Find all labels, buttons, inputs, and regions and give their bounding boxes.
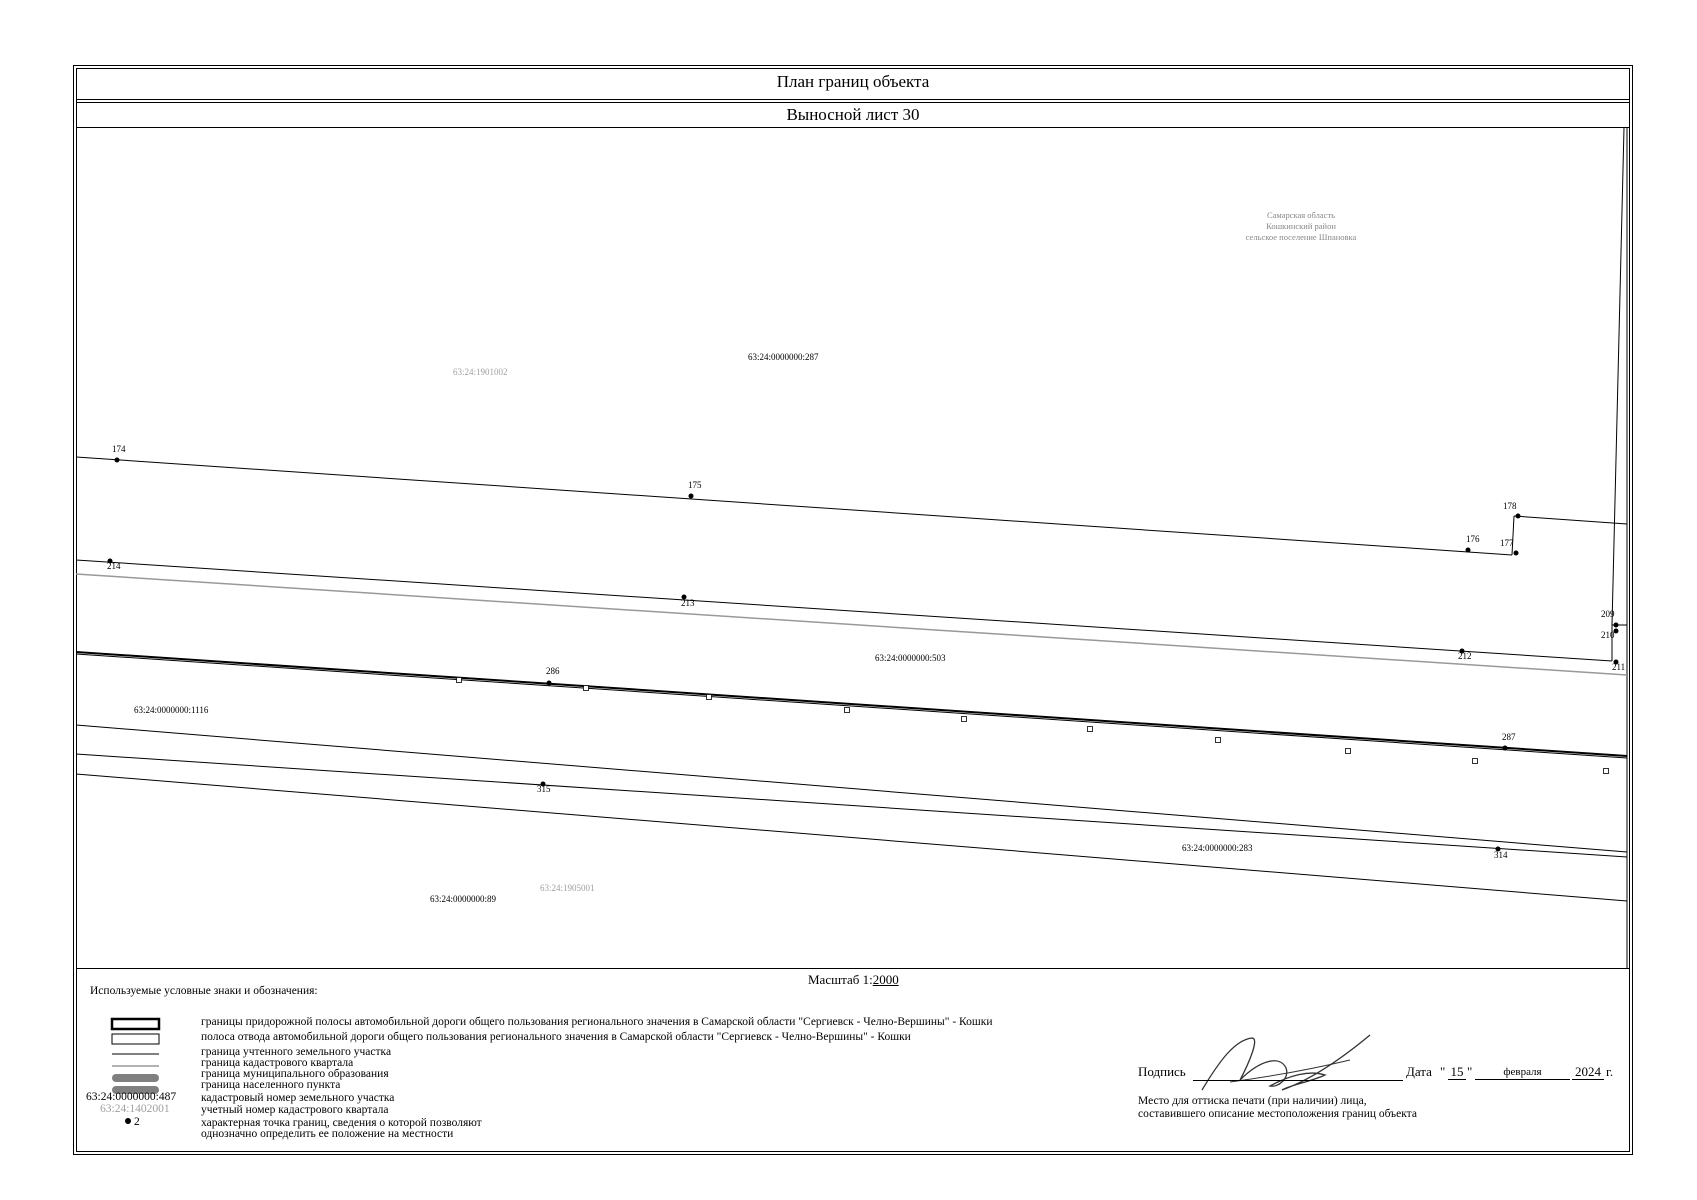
point-label-210: 210 <box>1601 630 1615 640</box>
road-roadside-boundary <box>76 652 1627 756</box>
region-label-line: Кошкинский район <box>1266 221 1336 231</box>
stamp-place-line1: Место для оттиска печати (при наличии) лица, <box>1138 1095 1367 1107</box>
page-title: План границ объекта <box>776 72 930 91</box>
parcel-label-p503: 63:24:0000000:503 <box>875 653 946 663</box>
quarter-label-q2: 63:24:1905001 <box>540 883 595 893</box>
sheet-title: Выносной лист 30 <box>786 105 920 124</box>
point-label-287: 287 <box>1502 732 1516 742</box>
point-label-175: 175 <box>688 480 702 490</box>
parcel-287-boundary-east <box>1514 516 1627 524</box>
road-markers <box>457 678 1609 774</box>
date-year-suffix: г. <box>1606 1064 1614 1079</box>
legend-item-point-line1: характерная точка границ, сведения о которой позволяют <box>201 1117 482 1129</box>
legend-point-dot <box>125 1118 131 1124</box>
point-label-178: 178 <box>1503 501 1517 511</box>
region-label-line: сельское поселение Шпановка <box>1245 232 1357 242</box>
legend-municipal-line <box>112 1074 159 1082</box>
point-label-314: 314 <box>1494 850 1508 860</box>
boundary-point-176 <box>1466 548 1471 553</box>
point-label-177: 177 <box>1500 538 1514 548</box>
scale-prefix: Масштаб 1: <box>808 972 873 987</box>
boundary-point-174 <box>115 458 120 463</box>
legend-sample-point-number: 2 <box>134 1116 140 1128</box>
point-label-315: 315 <box>537 784 551 794</box>
date-label: Дата <box>1406 1064 1432 1079</box>
point-label-212: 212 <box>1458 651 1472 661</box>
point-label-174: 174 <box>112 444 126 454</box>
boundary-point-286 <box>547 681 552 686</box>
legend-item-right-of-way: полоса отвода автомобильной дороги общего пользования регионального значения в Самарской области "Сергиевск - Челно-Вершины" - Кошки <box>201 1031 911 1043</box>
stamp-place-line2: составившего описание местоположения границ объекта <box>1138 1108 1417 1120</box>
parcel-287-boundary <box>76 457 1512 555</box>
legend-sample-point <box>125 1116 140 1128</box>
region-label-line: Самарская область <box>1266 210 1336 220</box>
boundary-point-287 <box>1503 746 1508 751</box>
date-close-quote: " <box>1467 1064 1473 1079</box>
date-day: 15 <box>1448 1064 1466 1080</box>
parcel-label-p1116: 63:24:0000000:1116 <box>134 705 209 715</box>
parcel-283-north-boundary <box>76 754 1627 857</box>
road-marker <box>1216 738 1221 743</box>
parcel-label-p283: 63:24:0000000:283 <box>1182 843 1253 853</box>
boundary-point-209 <box>1614 623 1619 628</box>
municipal-boundary-east <box>1612 128 1624 625</box>
point-label-211: 211 <box>1612 662 1626 672</box>
point-label-213: 213 <box>681 598 695 608</box>
date-year: 2024 <box>1572 1064 1604 1080</box>
road-marker <box>1346 749 1351 754</box>
cadastral-quarter-boundary <box>76 574 1627 675</box>
road-right-of-way-line <box>76 725 1627 852</box>
parcel-label-p89: 63:24:0000000:89 <box>430 894 497 904</box>
boundary-point-177 <box>1514 551 1519 556</box>
boundary-point-175 <box>689 494 694 499</box>
signature-line <box>1193 1080 1403 1081</box>
date-open-quote: " <box>1440 1064 1446 1079</box>
road-marker <box>962 717 967 722</box>
legend-heading: Используемые условные знаки и обозначения: <box>90 985 318 997</box>
road-marker <box>584 686 589 691</box>
legend-sample-parcel-number: 63:24:0000000:487 <box>86 1091 177 1103</box>
boundary-point-178 <box>1516 514 1521 519</box>
road-marker <box>1088 727 1093 732</box>
scale-label <box>808 972 899 988</box>
point-label-286: 286 <box>546 666 560 676</box>
legend-sample-quarter-number: 63:24:1402001 <box>100 1103 170 1115</box>
point-label-176: 176 <box>1466 534 1480 544</box>
road-marker <box>845 708 850 713</box>
map-labels <box>134 210 1357 904</box>
legend-roadside-symbol <box>112 1019 159 1029</box>
point-label-214: 214 <box>107 561 121 571</box>
parcel-503-north-boundary <box>76 560 1612 661</box>
road-marker <box>1604 769 1609 774</box>
legend-item-parcel-number: кадастровый номер земельного участка <box>201 1092 395 1104</box>
legend-item-point-line2: однозначно определить ее положение на местности <box>201 1128 454 1140</box>
boundary-points <box>107 444 1625 860</box>
legend-item-quarter-boundary: граница кадастрового квартала <box>201 1057 354 1069</box>
parcel-287-boundary-notch <box>1512 516 1514 555</box>
legend-item-quarter-number: учетный номер кадастрового квартала <box>201 1104 389 1116</box>
legend-item-roadside: границы придорожной полосы автомобильной дороги общего пользования регионального значения в Самарской области "Сергиевск - Челно-Вершины" - Кошки <box>201 1016 993 1028</box>
road-roadside-boundary-inner <box>76 654 1627 758</box>
signature-label: Подпись <box>1138 1064 1186 1079</box>
quarter-label-q1: 63:24:1901002 <box>453 367 508 377</box>
parcel-283-south-boundary <box>76 774 1627 901</box>
legend-item-settlement-boundary: граница населенного пункта <box>201 1079 341 1091</box>
point-label-209: 209 <box>1601 609 1615 619</box>
legend-item-parcel-boundary: граница учтенного земельного участка <box>201 1046 392 1058</box>
road-marker <box>1473 759 1478 764</box>
legend-item-municipal-boundary: граница муниципального образования <box>201 1068 389 1080</box>
road-marker <box>707 695 712 700</box>
road-marker <box>457 678 462 683</box>
parcel-label-p287: 63:24:0000000:287 <box>748 352 819 362</box>
scale-value: 2000 <box>872 972 899 987</box>
legend-right-of-way-symbol <box>112 1034 159 1044</box>
date-month: февраля <box>1475 1066 1570 1080</box>
